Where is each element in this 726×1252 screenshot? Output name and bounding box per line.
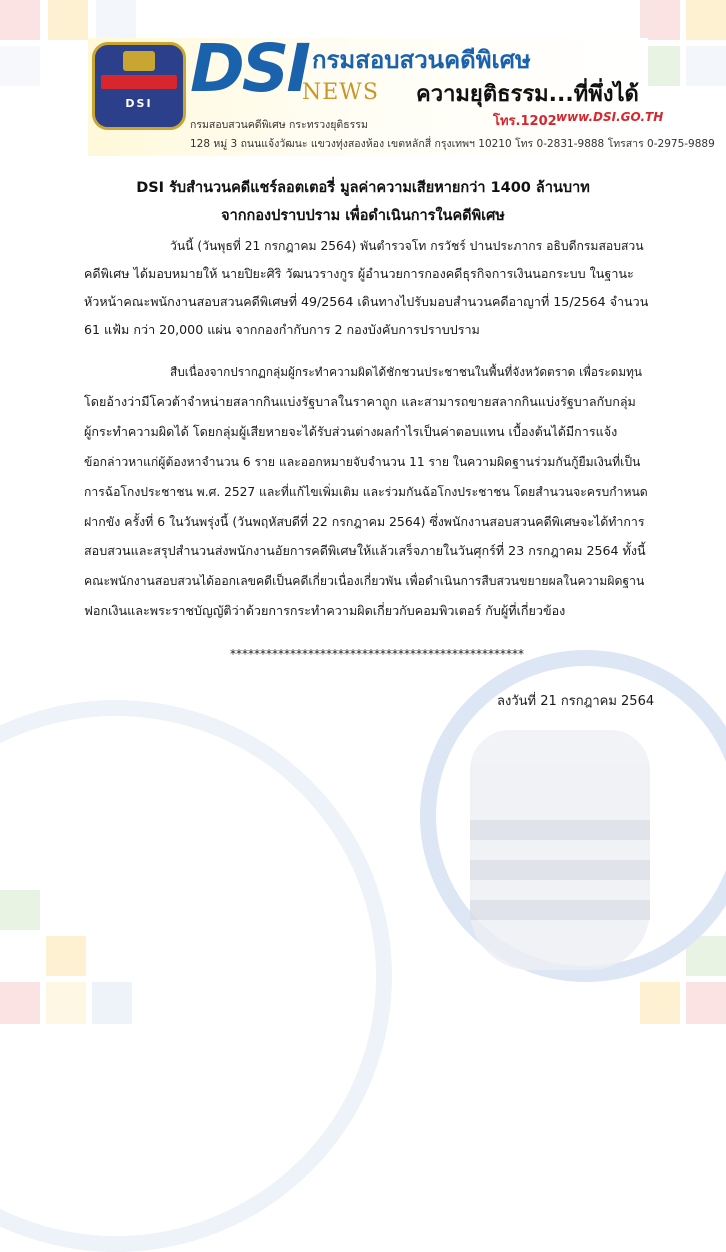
paragraph-1-line: วันนี้ (วันพุธที่ 21 กรกฎาคม 2564) พันตำรวจโท กรวัชร์ ปานประภากร อธิบดีกรมสอบสวน: [170, 239, 644, 253]
paragraph-1-line: หัวหน้าคณะพนักงานสอบสวนคดีพิเศษที่ 49/2564 เดินทางไปรับมอบสำนวนคดีอาญาที่ 15/2564 จำนวน: [84, 294, 649, 309]
hotline: โทร.1202: [493, 114, 557, 129]
website: www.DSI.GO.TH: [556, 110, 664, 124]
slogan: ความยุติธรรม...ที่พึ่งได้: [416, 82, 639, 107]
paragraph-2-line: ข้อกล่าวหาแก่ผู้ต้องหาจำนวน 6 ราย และออกหมายจับจำนวน 11 ราย ในความผิดฐานร่วมกันกู้ยืมเงินที่เป็น: [84, 455, 641, 469]
background-ring: [0, 700, 392, 1252]
address-line-1: กรมสอบสวนคดีพิเศษ กระทรวงยุติธรรม: [190, 119, 368, 131]
news-label: NEWS: [302, 80, 379, 105]
paragraph-2-line: คณะพนักงานสอบสวนได้ออกเลขคดีเป็นคดีเกี่ยวเนื่องเกี่ยวพัน เพื่อดำเนินการสืบสวนขยายผลในความผิดฐาน: [84, 574, 645, 588]
scales-icon: [123, 51, 155, 71]
separator: *************************************************: [230, 647, 524, 661]
address-line-2: 128 หมู่ 3 ถนนแจ้งวัฒนะ แขวงทุ่งสองห้อง เขตหลักสี่ กรุงเทพฯ 10210 โทร 0-2831-9888 โทรสาร 0-2975-9889: [190, 138, 715, 150]
signature-date: ลงวันที่ 21 กรกฎาคม 2564: [497, 694, 655, 709]
paragraph-2-line: ฝากขัง ครั้งที่ 6 ในวันพรุ่งนี้ (วันพฤหัสบดีที่ 22 กรกฎาคม 2564) ซึ่งพนักงานสอบสวนคดีพิเศษจะได้ทำการ: [84, 514, 645, 529]
brand-wordmark: DSI: [190, 30, 308, 107]
paragraph-1-line: คดีพิเศษ ได้มอบหมายให้ นายปิยะศิริ วัฒนวรางกูร ผู้อำนวยการกองคดีธุรกิจการเงินนอกระบบ ในฐานะ: [84, 266, 634, 281]
org-name: กรมสอบสวนคดีพิเศษ: [312, 46, 531, 74]
watermark-seal: [470, 730, 650, 970]
logo-text: DSI: [125, 97, 153, 110]
paragraph-2-line: สืบเนื่องจากปรากฏกลุ่มผู้กระทำความผิดได้ชักชวนประชาชนในพื้นที่จังหวัดตราด เพื่อระดมทุน: [170, 365, 642, 379]
paragraph-2-line: โดยอ้างว่ามีโควต้าจำหน่ายสลากกินแบ่งรัฐบาลในราคาถูก และสามารถขายสลากกินแบ่งรัฐบาลกับกลุ่ม: [84, 394, 636, 409]
paragraph-2-line: การฉ้อโกงประชาชน พ.ศ. 2527 และที่แก้ไขเพิ่มเติม และร่วมกันฉ้อโกงประชาชน โดยสำนวนจะครบกำหนด: [84, 485, 648, 499]
headline-line-1: DSI รับสำนวนคดีแชร์ลอตเตอรี่ มูลค่าความเสียหายกว่า 1400 ล้านบาท: [136, 180, 590, 196]
paragraph-2-line: สอบสวนและสรุปสำนวนส่งพนักงานอัยการคดีพิเศษให้แล้วเสร็จภายในวันศุกร์ที่ 23 กรกฎาคม 2564 ทั้งนี้: [84, 543, 646, 558]
headline-line-2: จากกองปราบปราม เพื่อดำเนินการในคดีพิเศษ: [221, 208, 505, 224]
logo-banner: [101, 75, 177, 89]
paragraph-2-line: ผู้กระทำความผิดได้ โดยกลุ่มผู้เสียหายจะได้รับส่วนต่างผลกำไรเป็นค่าตอบแทน เบื้องต้นได้มีการแจ้ง: [84, 424, 618, 439]
paragraph-2-line: ฟอกเงินและพระราชบัญญัติว่าด้วยการกระทำความผิดเกี่ยวกับคอมพิวเตอร์ กับผู้ที่เกี่ยวข้อง: [84, 603, 566, 618]
dsi-logo: [92, 42, 186, 130]
paragraph-1-line: 61 แฟ้ม กว่า 20,000 แผ่น จากกองกำกับการ 2 กองบังคับการปราบปราม: [84, 322, 480, 337]
letterhead: [0, 0, 726, 158]
